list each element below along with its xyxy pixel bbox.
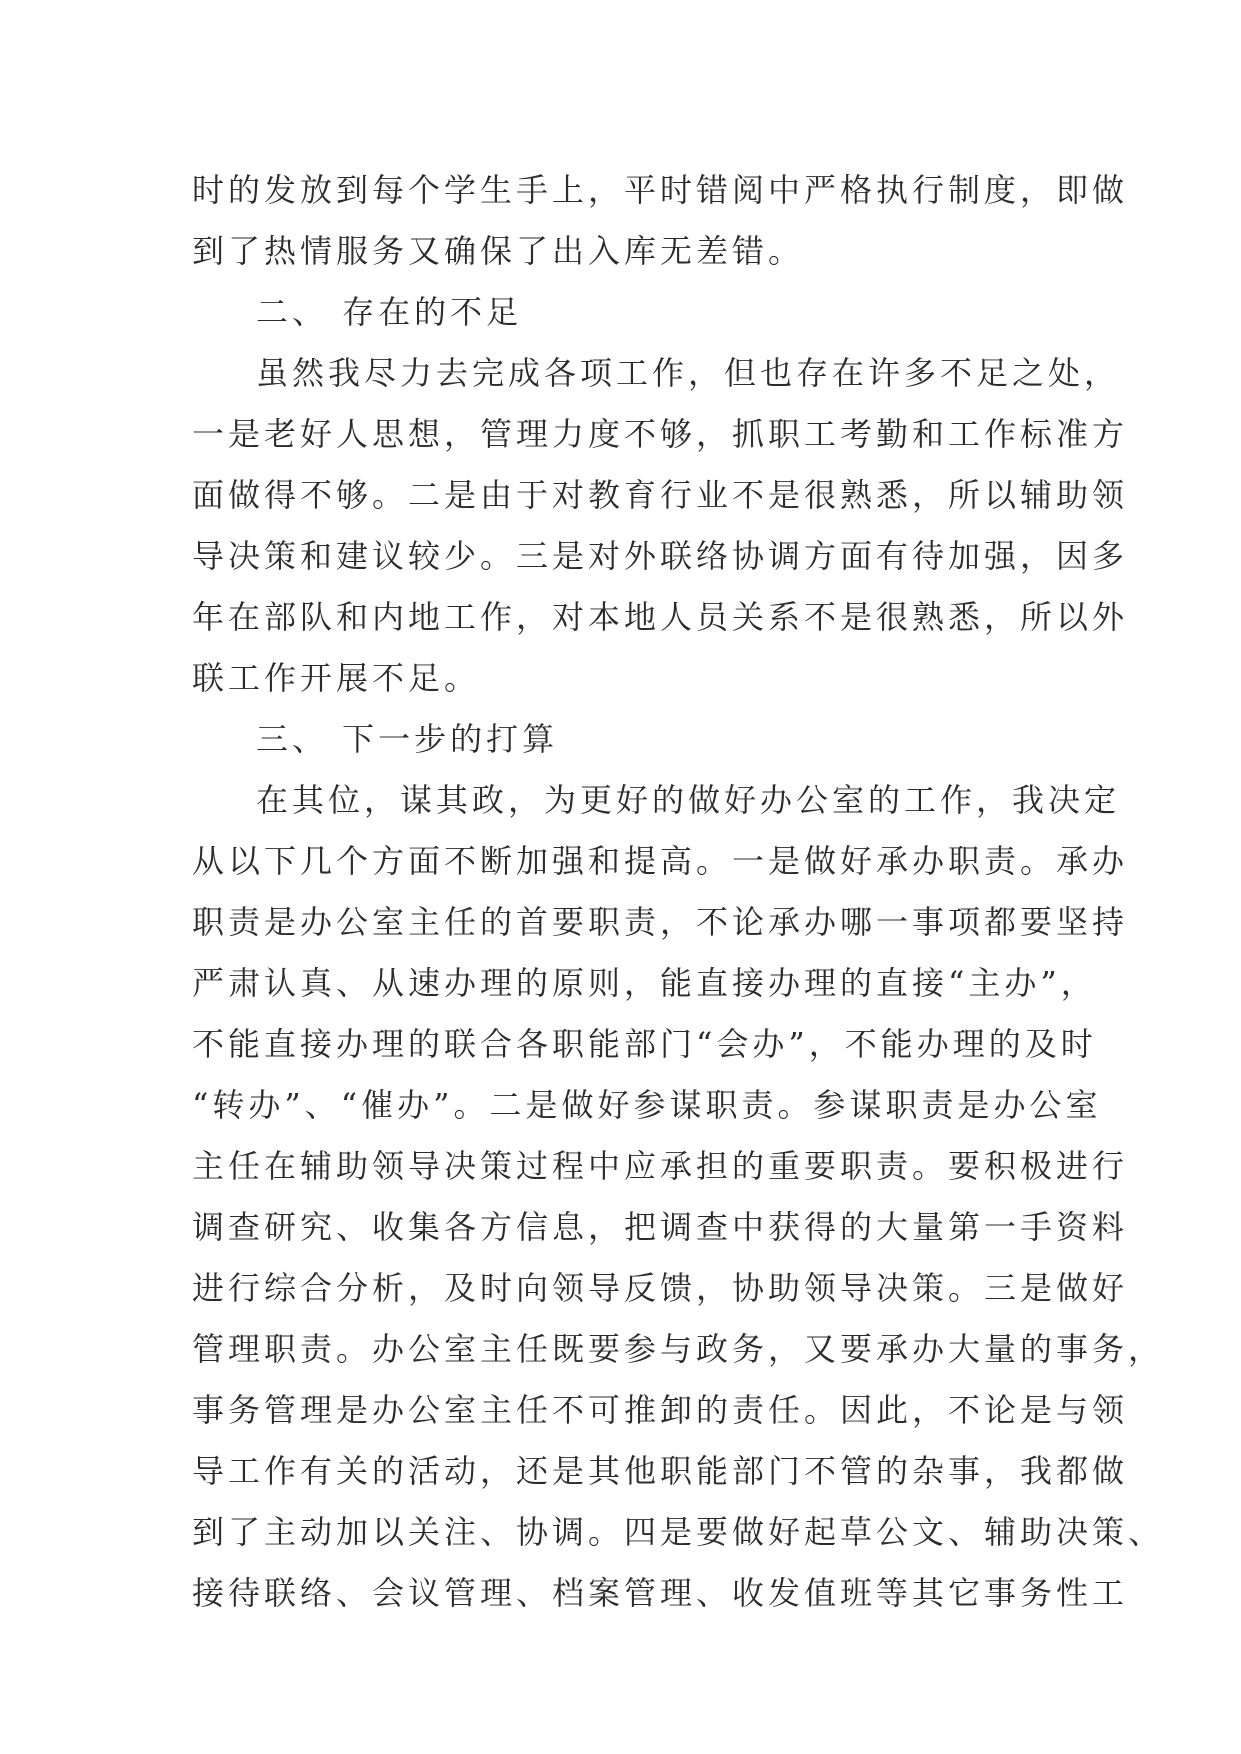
text-line: 一是老好人思想，管理力度不够，抓职工考勤和工作标准方: [192, 415, 1129, 453]
text-line: 管理职责。办公室主任既要参与政务，又要承办大量的事务，: [192, 1330, 1165, 1368]
text-line: 虽然我尽力去完成各项工作，但也存在许多不足之处，: [256, 354, 1121, 392]
text-line: 导工作有关的活动，还是其他职能部门不管的杂事，我都做: [192, 1452, 1129, 1490]
text-line: 年在部队和内地工作，对本地人员关系不是很熟悉，所以外: [192, 598, 1129, 636]
text-line: 面做得不够。二是由于对教育行业不是很熟悉，所以辅助领: [192, 476, 1129, 514]
text-line: 调查研究、收集各方信息，把调查中获得的大量第一手资料: [192, 1208, 1129, 1246]
text-line: 进行综合分析，及时向领导反馈，协助领导决策。三是做好: [192, 1269, 1129, 1307]
text-line: 到了主动加以关注、协调。四是要做好起草公文、辅助决策、: [192, 1513, 1165, 1551]
text-line: 从以下几个方面不断加强和提高。一是做好承办职责。承办: [192, 842, 1129, 880]
text-line: 时的发放到每个学生手上，平时错阅中严格执行制度，即做: [192, 171, 1129, 209]
text-line: 二、 存在的不足: [256, 293, 523, 331]
document-body: [192, 160, 1165, 1624]
text-line: 严肃认真、从速办理的原则，能直接办理的直接“主办”，: [192, 964, 1097, 1002]
text-line: 职责是办公室主任的首要职责，不论承办哪一事项都要坚持: [192, 903, 1129, 941]
text-line: “转办”、“催办”。二是做好参谋职责。参谋职责是办公室: [192, 1086, 1102, 1124]
text-line: 事务管理是办公室主任不可推卸的责任。因此，不论是与领: [192, 1391, 1129, 1429]
text-line: 导决策和建议较少。三是对外联络协调方面有待加强，因多: [192, 537, 1129, 575]
text-line: 主任在辅助领导决策过程中应承担的重要职责。要积极进行: [192, 1147, 1129, 1185]
text-line: 接待联络、会议管理、档案管理、收发值班等其它事务性工: [192, 1574, 1129, 1612]
text-line: 不能直接办理的联合各职能部门“会办”，不能办理的及时: [192, 1025, 1097, 1063]
text-line: 三、 下一步的打算: [256, 720, 559, 758]
text-line: 到了热情服务又确保了出入库无差错。: [192, 232, 805, 270]
text-line: 联工作开展不足。: [192, 659, 481, 697]
text-line: 在其位，谋其政，为更好的做好办公室的工作，我决定: [256, 781, 1121, 819]
